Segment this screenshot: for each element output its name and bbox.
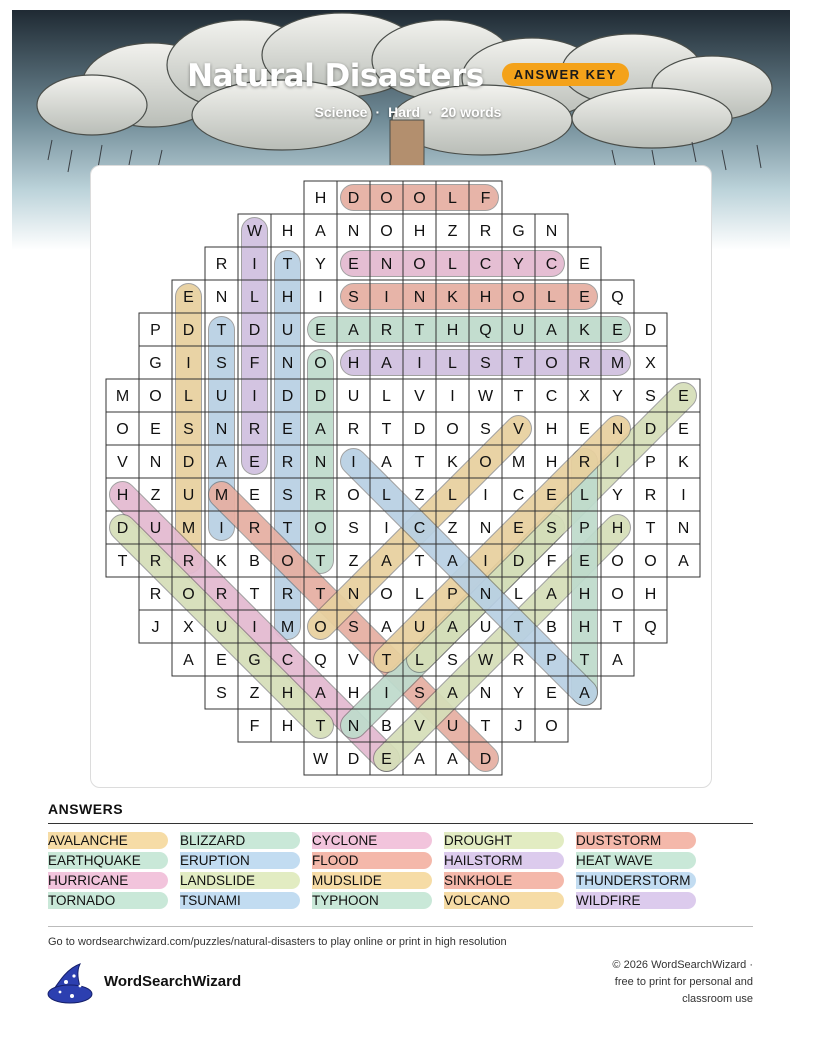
grid-letter: W — [312, 751, 329, 768]
grid-letter: V — [414, 718, 425, 735]
grid-letter: R — [149, 553, 162, 570]
grid-letter: S — [183, 421, 194, 438]
grid-letter: L — [448, 487, 457, 504]
grid-letter: N — [314, 454, 327, 471]
grid-letter: E — [513, 520, 524, 537]
category-label: Science — [314, 104, 368, 120]
grid-letter: I — [252, 256, 257, 273]
grid-letter: S — [348, 289, 359, 306]
grid-letter: L — [184, 388, 193, 405]
grid-letter: V — [513, 421, 524, 438]
grid-letter: R — [314, 487, 327, 504]
grid-letter: D — [347, 751, 360, 768]
grid-letter: L — [514, 586, 523, 603]
grid-letter: S — [348, 619, 359, 636]
grid-letter: O — [347, 487, 360, 504]
grid-letter: D — [413, 421, 426, 438]
grid-letter: D — [512, 553, 525, 570]
grid-letter: L — [448, 190, 457, 207]
difficulty-label: Hard — [388, 104, 421, 120]
grid-letter: D — [182, 322, 195, 339]
grid-letter: R — [578, 454, 591, 471]
grid-letter: B — [546, 619, 557, 636]
answer-word: DROUGHT — [444, 832, 564, 849]
grid-letter: L — [580, 487, 589, 504]
grid-letter: Z — [447, 223, 458, 240]
grid-letter: W — [477, 652, 494, 669]
grid-letter: S — [414, 685, 425, 702]
grid-letter: R — [644, 487, 657, 504]
grid-letter: T — [513, 355, 524, 372]
grid-letter: O — [314, 520, 327, 537]
grid-letter: R — [578, 355, 591, 372]
answers-heading: ANSWERS — [48, 801, 124, 817]
grid-letter: I — [417, 355, 422, 372]
grid-letter: I — [615, 454, 620, 471]
grid-letter: N — [215, 421, 228, 438]
copyright-notice — [533, 957, 753, 1008]
grid-letter: T — [381, 421, 392, 438]
grid-letter: T — [480, 718, 491, 735]
grid-letter: A — [315, 223, 326, 240]
grid-letter: Q — [314, 652, 327, 669]
grid-letter: I — [384, 520, 389, 537]
grid-letter: E — [579, 256, 590, 273]
grid-letter: R — [380, 322, 393, 339]
grid-letter: Y — [612, 388, 623, 405]
puzzle-meta — [0, 104, 816, 120]
grid-letter: L — [382, 388, 391, 405]
word-search-grid — [91, 166, 711, 787]
grid-letter: H — [281, 223, 294, 240]
grid-letter: V — [348, 652, 359, 669]
grid-letter: T — [381, 652, 392, 669]
grid-letter: U — [512, 322, 525, 339]
grid-letter: G — [149, 355, 162, 372]
grid-letter: Y — [513, 685, 524, 702]
grid-letter: U — [479, 619, 492, 636]
grid-letter: N — [677, 520, 690, 537]
grid-letter: I — [483, 487, 488, 504]
grid-letter: V — [414, 388, 425, 405]
grid-letter: E — [150, 421, 161, 438]
grid-letter: N — [545, 223, 558, 240]
grid-letter: S — [348, 520, 359, 537]
grid-letter: D — [248, 322, 261, 339]
grid-letter: L — [415, 652, 424, 669]
grid-letter: M — [181, 520, 196, 537]
grid-letter: K — [447, 454, 458, 471]
grid-letter: A — [414, 751, 425, 768]
grid-letter: L — [415, 586, 424, 603]
grid-letter: E — [381, 751, 392, 768]
grid-letter: I — [384, 685, 389, 702]
grid-letter: S — [546, 520, 557, 537]
wizard-hat-logo-icon — [46, 962, 94, 1011]
grid-letter: H — [281, 685, 294, 702]
grid-letter: O — [182, 586, 195, 603]
grid-letter: S — [216, 685, 227, 702]
grid-letter: H — [479, 289, 492, 306]
grid-letter: Z — [249, 685, 260, 702]
grid-letter: H — [578, 619, 591, 636]
grid-letter: T — [282, 520, 293, 537]
answer-word: TORNADO — [48, 892, 168, 909]
grid-letter: G — [248, 652, 261, 669]
grid-letter: K — [579, 322, 590, 339]
grid-letter: E — [579, 553, 590, 570]
grid-letter: A — [447, 553, 458, 570]
grid-letter: E — [348, 256, 359, 273]
grid-letter: K — [678, 454, 689, 471]
grid-letter: U — [215, 388, 228, 405]
grid-letter: O — [512, 289, 525, 306]
grid-letter: H — [281, 718, 294, 735]
grid-letter: H — [347, 355, 360, 372]
grid-letter: R — [281, 586, 294, 603]
grid-letter: A — [447, 685, 458, 702]
grid-letter: M — [214, 487, 229, 504]
grid-letter: U — [149, 520, 162, 537]
grid-letter: D — [281, 388, 294, 405]
answer-word: THUNDERSTORM — [576, 872, 696, 889]
grid-letter: L — [547, 289, 556, 306]
grid-letter: E — [579, 421, 590, 438]
grid-letter: O — [380, 190, 393, 207]
grid-letter: Q — [611, 289, 624, 306]
answer-word: EARTHQUAKE — [48, 852, 168, 869]
answer-word: DUSTSTORM — [576, 832, 696, 849]
grid-letter: X — [183, 619, 194, 636]
divider — [48, 823, 753, 824]
grid-letter: H — [281, 289, 294, 306]
divider — [48, 926, 753, 927]
answer-word: FLOOD — [312, 852, 432, 869]
grid-letter: J — [151, 619, 160, 636]
grid-letter: I — [318, 289, 323, 306]
grid-letter: R — [512, 652, 525, 669]
grid-letter: T — [315, 553, 326, 570]
grid-letter: A — [216, 454, 227, 471]
grid-letter: T — [117, 553, 128, 570]
grid-letter: I — [681, 487, 686, 504]
grid-letter: O — [281, 553, 294, 570]
grid-letter: F — [480, 190, 491, 207]
grid-letter: H — [545, 454, 558, 471]
grid-letter: N — [149, 454, 162, 471]
grid-letter: T — [513, 619, 524, 636]
answer-word: TYPHOON — [312, 892, 432, 909]
grid-letter: N — [215, 289, 228, 306]
answer-word: MUDSLIDE — [312, 872, 432, 889]
grid-letter: Y — [612, 487, 623, 504]
grid-letter: Z — [348, 553, 359, 570]
grid-letter: H — [611, 520, 624, 537]
answer-word: HURRICANE — [48, 872, 168, 889]
grid-letter: I — [351, 454, 356, 471]
grid-letter: H — [347, 685, 360, 702]
answer-word: CYCLONE — [312, 832, 432, 849]
grid-letter: D — [644, 421, 657, 438]
grid-letter: H — [413, 223, 426, 240]
grid-letter: N — [281, 355, 294, 372]
grid-letter: A — [546, 586, 557, 603]
grid-letter: E — [678, 388, 689, 405]
grid-letter: S — [645, 388, 656, 405]
grid-letter: E — [546, 487, 557, 504]
answer-word: SINKHOLE — [444, 872, 564, 889]
grid-letter: T — [612, 619, 623, 636]
grid-letter: X — [579, 388, 590, 405]
grid-letter: N — [413, 289, 426, 306]
grid-letter: H — [116, 487, 129, 504]
grid-letter: T — [216, 322, 227, 339]
grid-letter: E — [282, 421, 293, 438]
separator: · — [428, 104, 433, 120]
grid-letter: P — [579, 520, 590, 537]
grid-letter: R — [248, 421, 261, 438]
grid-letter: Q — [479, 322, 492, 339]
grid-letter: F — [249, 355, 260, 372]
grid-letter: T — [645, 520, 656, 537]
grid-letter: O — [116, 421, 129, 438]
answer-word: ERUPTION — [180, 852, 300, 869]
grid-letter: K — [216, 553, 227, 570]
grid-letter: R — [149, 586, 162, 603]
grid-letter: I — [483, 553, 488, 570]
grid-letter: O — [644, 553, 657, 570]
grid-letter: F — [546, 553, 557, 570]
grid-letter: G — [512, 223, 525, 240]
grid-letter: I — [384, 289, 389, 306]
puzzle-card — [90, 165, 712, 788]
grid-letter: U — [215, 619, 228, 636]
grid-letter: S — [480, 421, 491, 438]
grid-letter: P — [447, 586, 458, 603]
grid-letter: T — [282, 256, 293, 273]
grid-letter: O — [380, 586, 393, 603]
grid-letter: L — [448, 256, 457, 273]
copyright-line: free to print for personal and — [614, 976, 753, 988]
grid-letter: N — [347, 718, 360, 735]
answer-word: LANDSLIDE — [180, 872, 300, 889]
grid-letter: N — [380, 256, 393, 273]
grid-letter: E — [315, 322, 326, 339]
grid-letter: S — [447, 652, 458, 669]
grid-letter: F — [249, 718, 260, 735]
grid-letter: H — [545, 421, 558, 438]
grid-letter: Z — [447, 520, 458, 537]
grid-letter: S — [282, 487, 293, 504]
footer-link[interactable]: Go to wordsearchwizard.com/puzzles/natural-disasters to play online or print in high resolution — [48, 936, 507, 948]
grid-letter: N — [479, 586, 492, 603]
grid-letter: O — [413, 190, 426, 207]
grid-letter: E — [678, 421, 689, 438]
grid-letter: R — [479, 223, 492, 240]
grid-letter: A — [348, 322, 359, 339]
grid-letter: W — [477, 388, 494, 405]
grid-letter: Q — [644, 619, 657, 636]
answer-word: AVALANCHE — [48, 832, 168, 849]
grid-letter: E — [249, 487, 260, 504]
grid-letter: R — [248, 520, 261, 537]
grid-letter: A — [579, 685, 590, 702]
grid-letter: N — [479, 520, 492, 537]
grid-letter: Y — [513, 256, 524, 273]
grid-letter: L — [448, 355, 457, 372]
separator: · — [375, 104, 381, 120]
grid-letter: P — [150, 322, 161, 339]
grid-letter: P — [645, 454, 656, 471]
grid-letter: H — [578, 586, 591, 603]
grid-letter: A — [447, 619, 458, 636]
grid-letter: T — [513, 388, 524, 405]
grid-letter: A — [381, 454, 392, 471]
page-title: Natural Disasters — [187, 58, 484, 94]
grid-letter: T — [315, 718, 326, 735]
grid-letter: R — [215, 586, 228, 603]
grid-letter: O — [611, 586, 624, 603]
grid-letter: M — [511, 454, 526, 471]
word-count-label: 20 words — [440, 104, 502, 120]
grid-letter: D — [347, 190, 360, 207]
grid-letter: O — [611, 553, 624, 570]
grid-letter: A — [381, 355, 392, 372]
grid-letter: T — [579, 652, 590, 669]
grid-letter: C — [512, 487, 525, 504]
grid-letter: I — [450, 388, 455, 405]
grid-letter: J — [514, 718, 523, 735]
grid-letter: H — [446, 322, 459, 339]
grid-letter: A — [546, 322, 557, 339]
grid-letter: I — [252, 388, 257, 405]
grid-letter: O — [314, 355, 327, 372]
grid-letter: I — [252, 619, 257, 636]
grid-letter: S — [216, 355, 227, 372]
grid-letter: M — [280, 619, 295, 636]
answer-word: BLIZZARD — [180, 832, 300, 849]
grid-letter: I — [186, 355, 191, 372]
grid-letter: U — [347, 388, 360, 405]
grid-letter: D — [182, 454, 195, 471]
grid-letter: E — [249, 454, 260, 471]
grid-letter: R — [215, 256, 228, 273]
grid-letter: O — [149, 388, 162, 405]
grid-letter: A — [183, 652, 194, 669]
grid-letter: W — [246, 223, 263, 240]
grid-letter: E — [216, 652, 227, 669]
grid-letter: I — [219, 520, 224, 537]
brand-name: WordSearchWizard — [104, 973, 242, 990]
grid-letter: Y — [315, 256, 326, 273]
grid-letter: L — [382, 487, 391, 504]
grid-letter: E — [579, 289, 590, 306]
grid-letter: D — [479, 751, 492, 768]
grid-letter: A — [381, 553, 392, 570]
grid-letter: U — [446, 718, 459, 735]
grid-letter: A — [612, 652, 623, 669]
grid-letter: D — [116, 520, 129, 537]
grid-letter: C — [479, 256, 492, 273]
grid-letter: B — [249, 553, 260, 570]
grid-letter: P — [546, 652, 557, 669]
grid-letter: O — [479, 454, 492, 471]
answer-word: VOLCANO — [444, 892, 564, 909]
grid-letter: T — [414, 454, 425, 471]
grid-letter: L — [250, 289, 259, 306]
grid-letter: S — [480, 355, 491, 372]
grid-letter: D — [644, 322, 657, 339]
grid-letter: T — [414, 322, 425, 339]
grid-letter: A — [381, 619, 392, 636]
grid-letter: N — [611, 421, 624, 438]
grid-letter: T — [315, 586, 326, 603]
grid-letter: T — [249, 586, 260, 603]
answer-word: HAILSTORM — [444, 852, 564, 869]
grid-letter: A — [315, 421, 326, 438]
grid-letter: M — [115, 388, 130, 405]
answer-word: WILDFIRE — [576, 892, 696, 909]
grid-letter: D — [314, 388, 327, 405]
copyright-line: © 2026 WordSearchWizard · — [612, 959, 753, 971]
grid-letter: H — [644, 586, 657, 603]
grid-letter: U — [281, 322, 294, 339]
grid-letter: A — [315, 685, 326, 702]
grid-letter: A — [678, 553, 689, 570]
grid-letter: C — [413, 520, 426, 537]
grid-letter: Z — [414, 487, 425, 504]
grid-letter: O — [413, 256, 426, 273]
answer-key-badge: ANSWER KEY — [502, 63, 629, 86]
copyright-line: classroom use — [682, 993, 753, 1005]
grid-letter: N — [479, 685, 492, 702]
answer-word: TSUNAMI — [180, 892, 300, 909]
grid-letter: C — [281, 652, 294, 669]
grid-letter: K — [447, 289, 458, 306]
grid-letter: N — [347, 586, 360, 603]
grid-letter: B — [381, 718, 392, 735]
grid-letter: U — [182, 487, 195, 504]
grid-letter: C — [545, 256, 558, 273]
grid-letter: N — [347, 223, 360, 240]
grid-letter: O — [380, 223, 393, 240]
grid-letter: O — [545, 355, 558, 372]
grid-letter: X — [645, 355, 656, 372]
grid-letter: R — [182, 553, 195, 570]
grid-letter: O — [314, 619, 327, 636]
grid-letter: R — [281, 454, 294, 471]
answer-word: HEAT WAVE — [576, 852, 696, 869]
grid-letter: M — [610, 355, 625, 372]
grid-letter: O — [446, 421, 459, 438]
grid-letter: T — [414, 553, 425, 570]
grid-letter: C — [545, 388, 558, 405]
grid-letter: A — [447, 751, 458, 768]
grid-letter: V — [117, 454, 128, 471]
grid-letter: E — [546, 685, 557, 702]
grid-letter: Z — [150, 487, 161, 504]
grid-letter: U — [413, 619, 426, 636]
grid-letter: E — [612, 322, 623, 339]
grid-letter: O — [545, 718, 558, 735]
grid-letter: E — [183, 289, 194, 306]
grid-letter: R — [347, 421, 360, 438]
grid-letter: H — [314, 190, 327, 207]
